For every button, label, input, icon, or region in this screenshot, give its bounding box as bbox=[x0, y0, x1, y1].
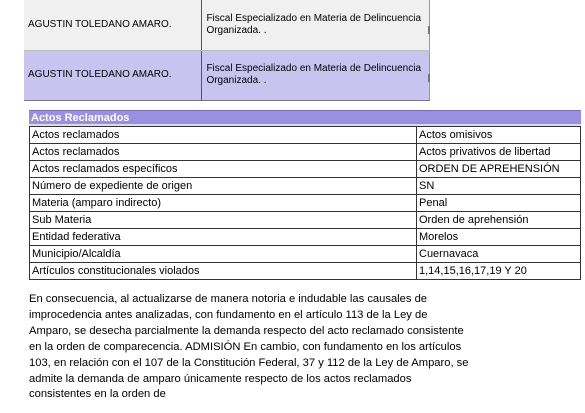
act-label: Actos reclamados bbox=[30, 144, 417, 161]
act-label: Actos reclamados específicos bbox=[30, 161, 417, 178]
authority-role: Fiscal Especializado en Materia de Delincuencia Organizada. . bbox=[202, 50, 430, 100]
table-row bbox=[24, 0, 430, 50]
act-label: Artículos constitucionales violados bbox=[30, 263, 417, 280]
act-value: Actos privativos de libertad bbox=[417, 144, 581, 161]
section-title: Actos Reclamados bbox=[29, 110, 581, 124]
act-label: Municipio/Alcaldía bbox=[30, 246, 417, 263]
act-label: Sub Materia bbox=[30, 212, 417, 229]
table-row bbox=[30, 263, 581, 280]
table-row bbox=[24, 50, 430, 100]
authorities-table bbox=[24, 0, 430, 101]
act-label: Entidad federativa bbox=[30, 229, 417, 246]
act-value: Cuernavaca bbox=[417, 246, 581, 263]
act-value: Morelos bbox=[417, 229, 581, 246]
table-row bbox=[30, 246, 581, 263]
authority-name: AGUSTIN TOLEDANO AMARO. bbox=[24, 50, 202, 100]
authority-role: Fiscal Especializado en Materia de Delincuencia Organizada. . bbox=[202, 0, 430, 50]
act-value: Orden de aprehensión bbox=[417, 212, 581, 229]
table-row bbox=[30, 144, 581, 161]
resolution-paragraph: En consecuencia, al actualizarse de manera notoria e indudable las causales de improcedencia antes analizadas, con fundamento en el artículo 113 de la Ley de Amparo, se desecha parcialmente la demanda respecto del acto reclamado consistente en la orden de comparecencia. ADMISIÓN En cambio, con fundamento en los artículos 103, en relación con el 107 de la Constitución Federal, 37 y 112 de la Ley de Amparo, se admite la demanda de amparo únicamente respecto de los actos reclamados consistentes en la orden de bbox=[29, 293, 469, 401]
act-label: Materia (amparo indirecto) bbox=[30, 195, 417, 212]
cell-edge-mark bbox=[428, 26, 430, 34]
act-label: Número de expediente de origen bbox=[30, 178, 417, 195]
table-row bbox=[30, 127, 581, 144]
cell-edge-mark bbox=[428, 74, 430, 82]
act-value: Penal bbox=[417, 195, 581, 212]
table-row bbox=[30, 161, 581, 178]
authority-name: AGUSTIN TOLEDANO AMARO. bbox=[24, 0, 202, 50]
act-value: Actos omisivos bbox=[417, 127, 581, 144]
acts-table bbox=[29, 126, 581, 280]
act-value: SN bbox=[417, 178, 581, 195]
table-row bbox=[30, 178, 581, 195]
act-label: Actos reclamados bbox=[30, 127, 417, 144]
act-value: 1,14,15,16,17,19 Y 20 bbox=[417, 263, 581, 280]
act-value: ORDEN DE APREHENSIÓN bbox=[417, 161, 581, 178]
table-row bbox=[30, 212, 581, 229]
table-row bbox=[30, 229, 581, 246]
table-row bbox=[30, 195, 581, 212]
